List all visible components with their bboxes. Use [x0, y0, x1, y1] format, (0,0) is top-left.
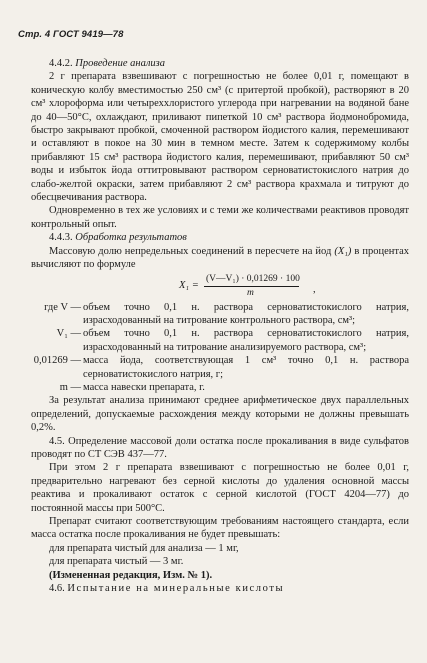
paragraph-procedure: 2 г препарата взвешивают с погрешностью не более 0,01 г, помещают в коническую колбу вместимостью 250 см³ (с притертой пробкой), растворяют в 20 см³ хлороформа или четыреххлористого углерода при нагревании на водяной бане до 40—50°С, охлаждают, приливают пипеткой 10 см³ раствора йодмонобромида, быстро закрывают пробкой, смоченной раствором йодистого калия, перемешивают и оставляют в покое на 30 мин в темном месте. Затем к содержимому колбы прибавляют 15 см³ раствора йодистого калия, перемешивают, прибавляют 50 см³ воды и избыток йода оттитровывают раствором серноватистокислого натрия до слабо-желтой окраски, затем прибавляют 2 см³ раствора крахмала и титруют до обесцвечивания раствора. — [31, 71, 409, 204]
section-heading-4-4-2 — [31, 57, 409, 70]
paragraph-criteria: Препарат считают соответствующим требованиям настоящего стандарта, если масса остатка после прокаливания не будет превышать: — [31, 516, 409, 541]
definition-symbol: 0,01269 — — [33, 355, 81, 367]
formula-lhs: X₁ = — [179, 279, 199, 291]
section-heading-4-4-3 — [31, 231, 409, 244]
text-fragment: Массовую долю непредельных соединений в пересчете на йод — [49, 245, 335, 257]
definition-text: масса йода, соответствующая 1 см³ точно 0,1 н. раствора серноватистокислого натрия, г; — [83, 355, 409, 380]
page-header: Стр. 4 ГОСТ 9419—78 — [18, 29, 124, 40]
definition-item — [31, 354, 409, 381]
section-number: 4.4.3. — [49, 232, 73, 244]
criteria-item: для препарата чистый для анализа — 1 мг, — [49, 542, 239, 554]
section-heading-4-6 — [31, 582, 409, 595]
paragraph-formula-intro — [31, 245, 409, 272]
paragraph-procedure-4-5: При этом 2 г препарата взвешивают с погрешностью не более 0,01 г, предварительно нагревают без серной кислоты до удаления основной массы реактива и прокаливают остаток с серной кислотой (ГОСТ 4204—77) до постоянной массы при 500°С. — [31, 462, 409, 514]
criteria-item: для препарата чистый — 3 мг. — [49, 556, 184, 568]
section-number: 4.6. — [49, 583, 65, 595]
definition-symbol: m — — [59, 381, 81, 393]
definition-item — [31, 327, 409, 354]
definitions-list — [31, 301, 409, 395]
section-title: Обработка результатов — [75, 232, 187, 244]
definition-text: объем точно 0,1 н. раствора серноватистокислого натрия, израсходованный на титрование анализируемого раствора, см³; — [83, 328, 409, 353]
section-title: Проведение анализа — [75, 58, 166, 69]
formula-comma: , — [313, 283, 316, 295]
paragraph-4-5: 4.5. Определение массовой доли остатка после прокаливания в виде сульфатов проводят по СТ СЭВ 437—77. — [31, 435, 409, 460]
definition-item — [31, 381, 409, 394]
amendment-note: (Измененная редакция, Изм. № 1). — [49, 569, 213, 581]
paragraph-result: За результат анализа принимают среднее арифметическое двух параллельных определений, допускаемые расхождения между которыми не должны превышать 0,2%. — [31, 395, 409, 434]
paragraph-control-test: Одновременно в тех же условиях и с теми же количествами реактивов проводят контрольный опыт. — [31, 205, 409, 230]
formula — [31, 273, 409, 299]
symbol-x1: (X₁) — [334, 245, 352, 257]
section-number: 4.4.2. — [49, 58, 73, 69]
definition-item — [31, 301, 409, 328]
formula-denominator: m — [247, 287, 254, 298]
definition-symbol: V₁ — — [56, 328, 81, 340]
definition-text: масса навески препарата, г. — [83, 381, 205, 393]
definition-text: объем точно 0,1 н. раствора серноватистокислого натрия, израсходованный на титрование контрольного раствора, см³; — [83, 301, 409, 326]
formula-numerator: (V—V₁) · 0,01269 · 100 — [206, 273, 300, 284]
definition-symbol: где V — — [44, 301, 81, 313]
text-fragment: в процентах вычисляют по формуле — [31, 245, 409, 271]
section-title: Испытание на минеральные кислоты — [67, 583, 285, 595]
document-body — [31, 57, 409, 595]
